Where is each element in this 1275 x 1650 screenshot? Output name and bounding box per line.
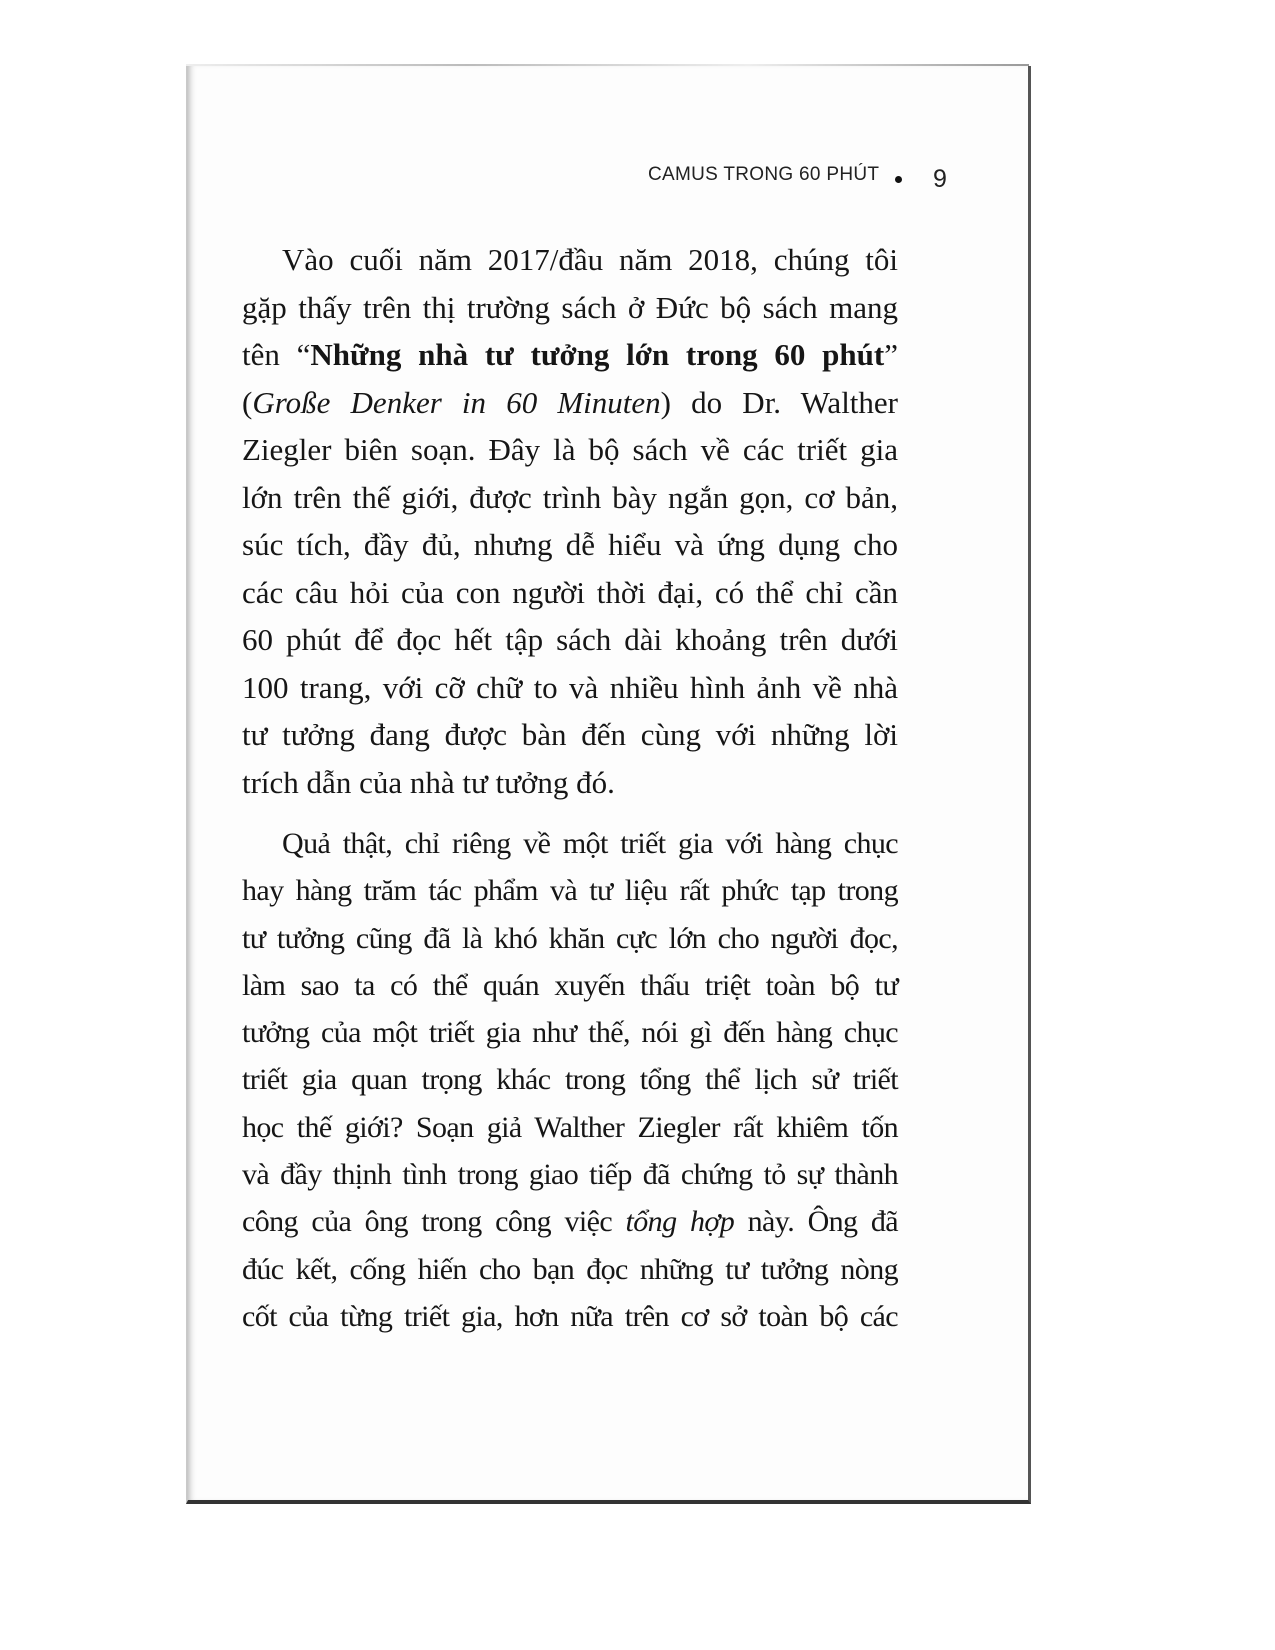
text-segment: Quả thật, chỉ riêng về một triết gia với hàng chục (282, 827, 898, 860)
text-line (242, 867, 898, 914)
text-line (242, 616, 898, 664)
text-line (242, 284, 898, 332)
text-line-content (282, 236, 898, 284)
text-line-content (282, 820, 898, 867)
text-line-content (242, 711, 898, 759)
text-line (242, 664, 898, 712)
text-segment: tên “ (242, 337, 311, 372)
text-segment: súc tích, đầy đủ, nhưng dễ hiểu và ứng dụng cho (242, 527, 898, 562)
body-text (242, 236, 898, 1340)
text-line-content (242, 1198, 898, 1245)
text-line-content (242, 962, 898, 1009)
page-number: 9 (933, 165, 947, 193)
text-line-content (242, 569, 898, 617)
text-line-content (242, 379, 898, 427)
bold-title-text: Những nhà tư tưởng lớn trong 60 phút (310, 337, 885, 372)
text-line-content (242, 1151, 898, 1198)
text-segment: này. Ông đã (734, 1205, 899, 1239)
text-line (242, 379, 898, 427)
text-segment: công của ông trong công việc (242, 1205, 626, 1239)
text-line (242, 474, 898, 522)
text-segment: tư tưởng cũng đã là khó khăn cực lớn cho người đọc, (242, 921, 898, 955)
text-segment: 100 trang, với cỡ chữ to và nhiều hình ảnh về nhà (242, 669, 898, 705)
running-header: CAMUS TRONG 60 PHÚT (648, 164, 880, 185)
text-line-content (242, 521, 898, 569)
paragraph (242, 236, 898, 806)
text-line (242, 331, 898, 379)
text-line-content (242, 915, 898, 962)
text-line (242, 1198, 898, 1245)
text-line-content (242, 1246, 898, 1293)
text-line-content (242, 759, 898, 807)
text-line (242, 1104, 898, 1151)
text-line (242, 1293, 898, 1340)
text-segment: cốt của từng triết gia, hơn nữa trên cơ sở toàn bộ các (242, 1299, 898, 1333)
text-segment: Vào cuối năm 2017/đầu năm 2018, chúng tôi (282, 242, 898, 277)
text-line-content (242, 616, 898, 664)
text-line-content (242, 664, 898, 712)
text-line-content (242, 474, 898, 522)
text-segment: hay hàng trăm tác phẩm và tư liệu rất phức tạp trong (242, 874, 898, 908)
text-segment: các câu hỏi của con người thời đại, có thể chỉ cần (242, 574, 898, 610)
text-line-content (242, 1009, 898, 1056)
paragraph-gap (242, 806, 898, 820)
header-bullet (895, 176, 902, 183)
text-line (242, 711, 898, 759)
italic-text: tổng hợp (625, 1205, 735, 1239)
paragraph (242, 820, 898, 1340)
text-line (242, 1009, 898, 1056)
text-segment: làm sao ta có thể quán xuyến thấu triệt toàn bộ tư (242, 968, 898, 1002)
text-line (242, 569, 898, 617)
text-line (242, 426, 898, 474)
text-line (242, 820, 898, 867)
text-segment: và đầy thịnh tình trong giao tiếp đã chứng tỏ sự thành (242, 1158, 898, 1192)
text-line (242, 521, 898, 569)
text-line-content (242, 284, 898, 332)
text-segment: trích dẫn của nhà tư tưởng đó. (242, 764, 615, 800)
text-line-content (242, 867, 898, 914)
text-line-content (242, 1104, 898, 1151)
italic-text: Große Denker in 60 Minuten (252, 384, 661, 420)
text-line (242, 962, 898, 1009)
text-segment: 60 phút để đọc hết tập sách dài khoảng trên dưới (242, 622, 898, 657)
text-segment: gặp thấy trên thị trường sách ở Đức bộ sách mang (242, 289, 898, 325)
text-line (242, 1056, 898, 1103)
text-segment: Ziegler biên soạn. Đây là bộ sách về các triết gia (242, 432, 898, 467)
text-segment: triết gia quan trọng khác trong tổng thể lịch sử triết (242, 1063, 898, 1097)
text-line (242, 915, 898, 962)
text-line (242, 759, 898, 807)
text-line (242, 1151, 898, 1198)
text-segment: ( (242, 384, 253, 420)
text-segment: tư tưởng đang được bàn đến cùng với những lời (242, 717, 898, 752)
text-line-content (242, 331, 898, 379)
text-line-content (242, 1293, 898, 1340)
text-line-content (242, 1056, 898, 1103)
text-line-content (242, 426, 898, 474)
text-segment: học thế giới? Soạn giả Walther Ziegler rất khiêm tốn (242, 1110, 898, 1144)
text-segment: tưởng của một triết gia như thế, nói gì đến hàng chục (242, 1016, 898, 1050)
text-line (242, 236, 898, 284)
text-line (242, 1246, 898, 1293)
text-segment: đúc kết, cống hiến cho bạn đọc những tư tưởng nòng (242, 1252, 898, 1286)
text-segment: lớn trên thế giới, được trình bày ngắn gọn, cơ bản, (242, 479, 898, 515)
text-segment: ” (884, 337, 898, 372)
text-segment: ) do Dr. Walther (660, 384, 898, 420)
